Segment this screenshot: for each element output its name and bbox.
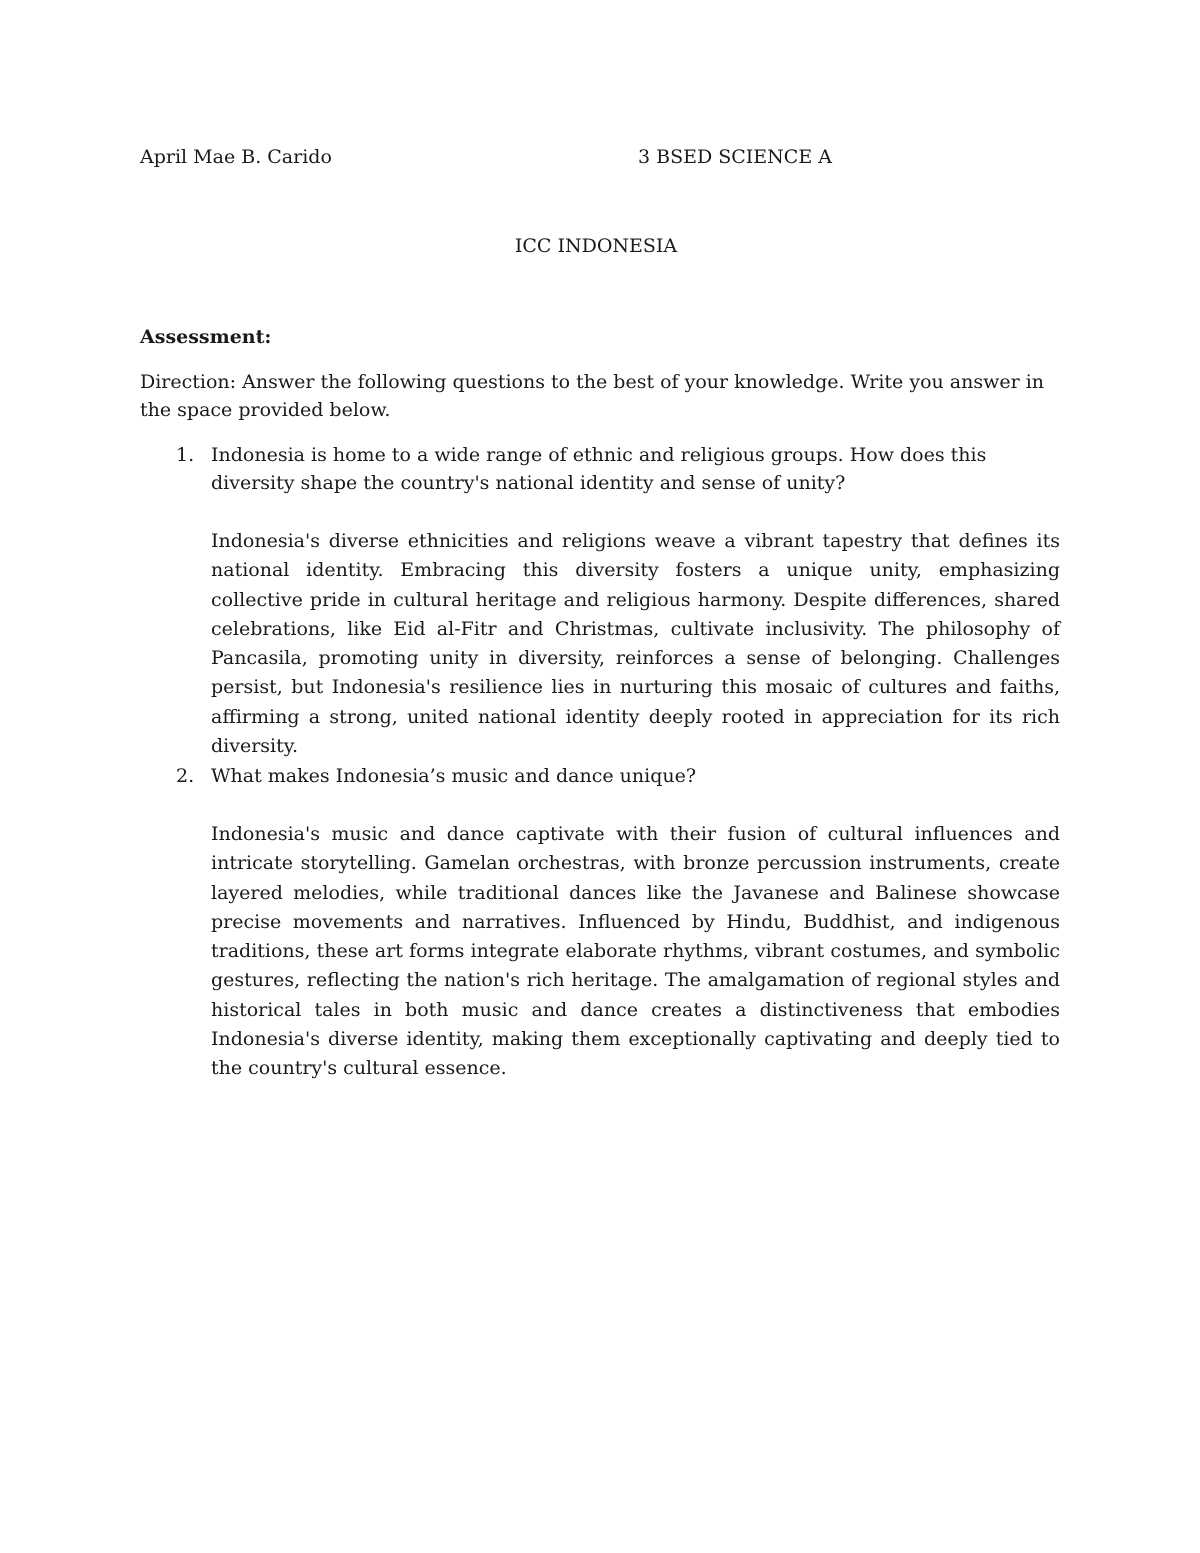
question-number: 1. bbox=[176, 444, 195, 466]
question-item bbox=[140, 441, 1060, 761]
student-name: April Mae B. Carido bbox=[140, 146, 332, 168]
question-row bbox=[140, 762, 1060, 790]
question-row bbox=[140, 441, 1060, 497]
student-section: 3 BSED SCIENCE A bbox=[638, 146, 832, 168]
direction-text: Direction: Answer the following questions to the best of your knowledge. Write you answer in the space provided below. bbox=[140, 371, 1045, 421]
answer-text: Indonesia's music and dance captivate with their fusion of cultural influences and intricate storytelling. Gamelan orchestras, with bronze percussion instruments, create layered melodies, while traditional dances like the Javanese and Balinese showcase precise movements and narratives. Influenced by Hindu, Buddhist, and indigenous traditions, these art forms integrate elaborate rhythms, vibrant costumes, and symbolic gestures, reflecting the nation's rich heritage. The amalgamation of regional styles and historical tales in both music and dance creates a distinctiveness that embodies Indonesia's diverse identity, making them exceptionally captivating and deeply tied to the country's cultural essence. bbox=[211, 823, 1060, 1080]
document-title-text: ICC INDONESIA bbox=[514, 235, 678, 257]
question-text: Indonesia is home to a wide range of ethnic and religious groups. How does this diversity shape the country's national identity and sense of unity? bbox=[211, 444, 987, 494]
question-number: 2. bbox=[176, 765, 195, 787]
question-text: What makes Indonesia’s music and dance unique? bbox=[211, 765, 697, 787]
answer-text: Indonesia's diverse ethnicities and religions weave a vibrant tapestry that defines its national identity. Embracing this diversity fosters a unique unity, emphasizing collective pride in cultural heritage and religious harmony. Despite differences, shared celebrations, like Eid al-Fitr and Christmas, cultivate inclusivity. The philosophy of Pancasila, promoting unity in diversity, reinforces a sense of belonging. Challenges persist, but Indonesia's resilience lies in nurturing this mosaic of cultures and faiths, affirming a strong, united national identity deeply rooted in appreciation for its rich diversity. bbox=[211, 530, 1060, 758]
document-title bbox=[0, 233, 1200, 259]
question-item bbox=[140, 762, 1060, 1084]
assessment-heading: Assessment: bbox=[140, 326, 272, 348]
